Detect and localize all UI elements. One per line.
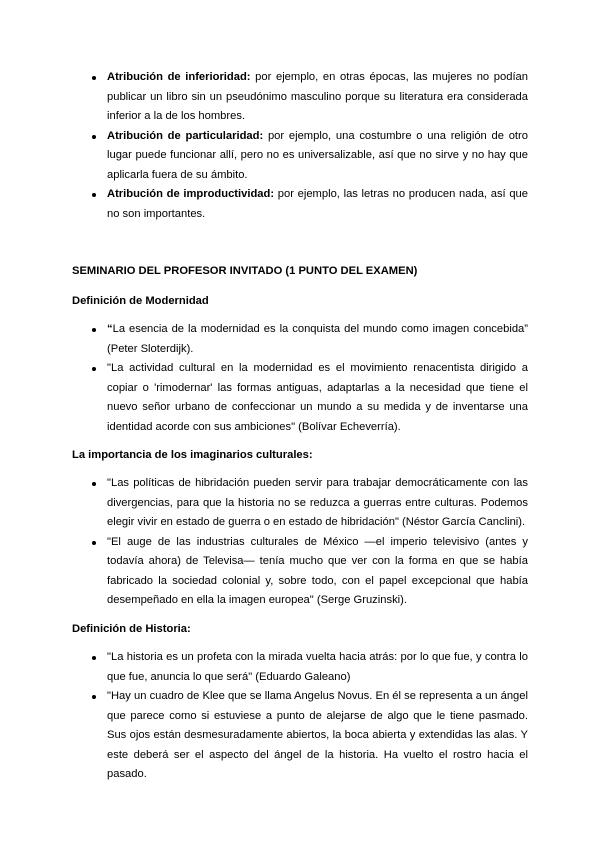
bullet-icon [92,135,96,139]
list-item [72,127,528,186]
item-text: "Hay un cuadro de Klee que se llama Angelus Novus. En él se representa a un ángel que parece como si estuviese a punto de alejarse de algo que le tiene pasmado. Sus ojos están desmesuradamente abiertos, la boca abierta y extendidas las alas. Y este deberá ser el aspecto del ángel de la historia. Ha vuelto el rostro hacia el pasado. [107,690,528,780]
item-text: por ejemplo, las letras no producen nada, así que no son importantes. [107,188,528,220]
historia-section [72,648,528,785]
historia-heading: Definición de Historia: [72,623,191,635]
bullet-icon [92,193,96,197]
bullet-icon [92,482,96,486]
modernidad-heading: Definición de Modernidad [72,295,209,307]
item-lead: Atribución de improductividad: [107,188,275,200]
item-text: "La actividad cultural en la modernidad es el movimiento renacentista dirigido a copiar o 'rimodernar' las formas antiguas, adaptarlas a la necesidad que tiene el nuevo señor urbano de confeccionar un mundo a su medida y de inventarse una identidad acorde con sus ambiciones" (Bolívar Echeverría). [107,362,528,433]
list-item [72,648,528,687]
item-text: por ejemplo, una costumbre o una religión de otro lugar puede funcionar allí, pero no es universalizable, así que no sirve y no hay que aplicarla fuera de su ámbito. [107,129,528,181]
bullet-icon [92,541,96,545]
item-text: "Las políticas de hibridación pueden servir para trabajar democráticamente con las divergencias, para que la historia no se reduzca a guerras entre culturas. Podemos elegir vivir en estado de guerra o en estado de hibridación" (Néstor García Canclini). [107,477,528,528]
item-lead: Atribución de particularidad: [107,129,264,142]
list-item [72,320,528,359]
seminar-heading: SEMINARIO DEL PROFESOR INVITADO (1 PUNTO DEL EXAMEN) [72,265,418,277]
item-text: por ejemplo, en otras épocas, las mujeres no podían publicar un libro sin un pseudónimo masculino porque su literatura era considerada inferior a la de los hombres. [107,71,528,122]
item-lead: “ [107,323,113,335]
modernidad-section [72,320,528,437]
list-item [72,359,528,437]
list-item [72,68,528,127]
bullet-icon [92,76,96,80]
bullet-icon [92,656,96,660]
item-text: "La historia es un profeta con la mirada vuelta hacia atrás: por lo que fue, y contra lo que fue, anuncia lo que será" (Eduardo Galeano) [107,651,528,683]
list-item [72,533,528,611]
item-lead: Atribución de inferioridad: [107,71,251,83]
list-item [72,185,528,224]
item-text: "El auge de las industrias culturales de México —el imperio televisivo (antes y todavía ahora) de Televisa— tenía mucho que ver con la forma en que se había fabricado la sociedad colonial y, sobre todo, con el papel excepcional que había desempeñado en ella la imagen europea" (Serge Gruzinski). [107,535,528,606]
intro-section [72,68,528,224]
imaginarios-section [72,474,528,611]
list-item [72,687,528,785]
imaginarios-heading: La importancia de los imaginarios culturales: [72,449,313,461]
list-item [72,474,528,533]
bullet-icon [92,367,96,371]
bullet-icon [92,695,96,699]
item-text: La esencia de la modernidad es la conquista del mundo como imagen concebida” (Peter Sloterdijk). [107,323,528,355]
bullet-icon [92,328,96,332]
